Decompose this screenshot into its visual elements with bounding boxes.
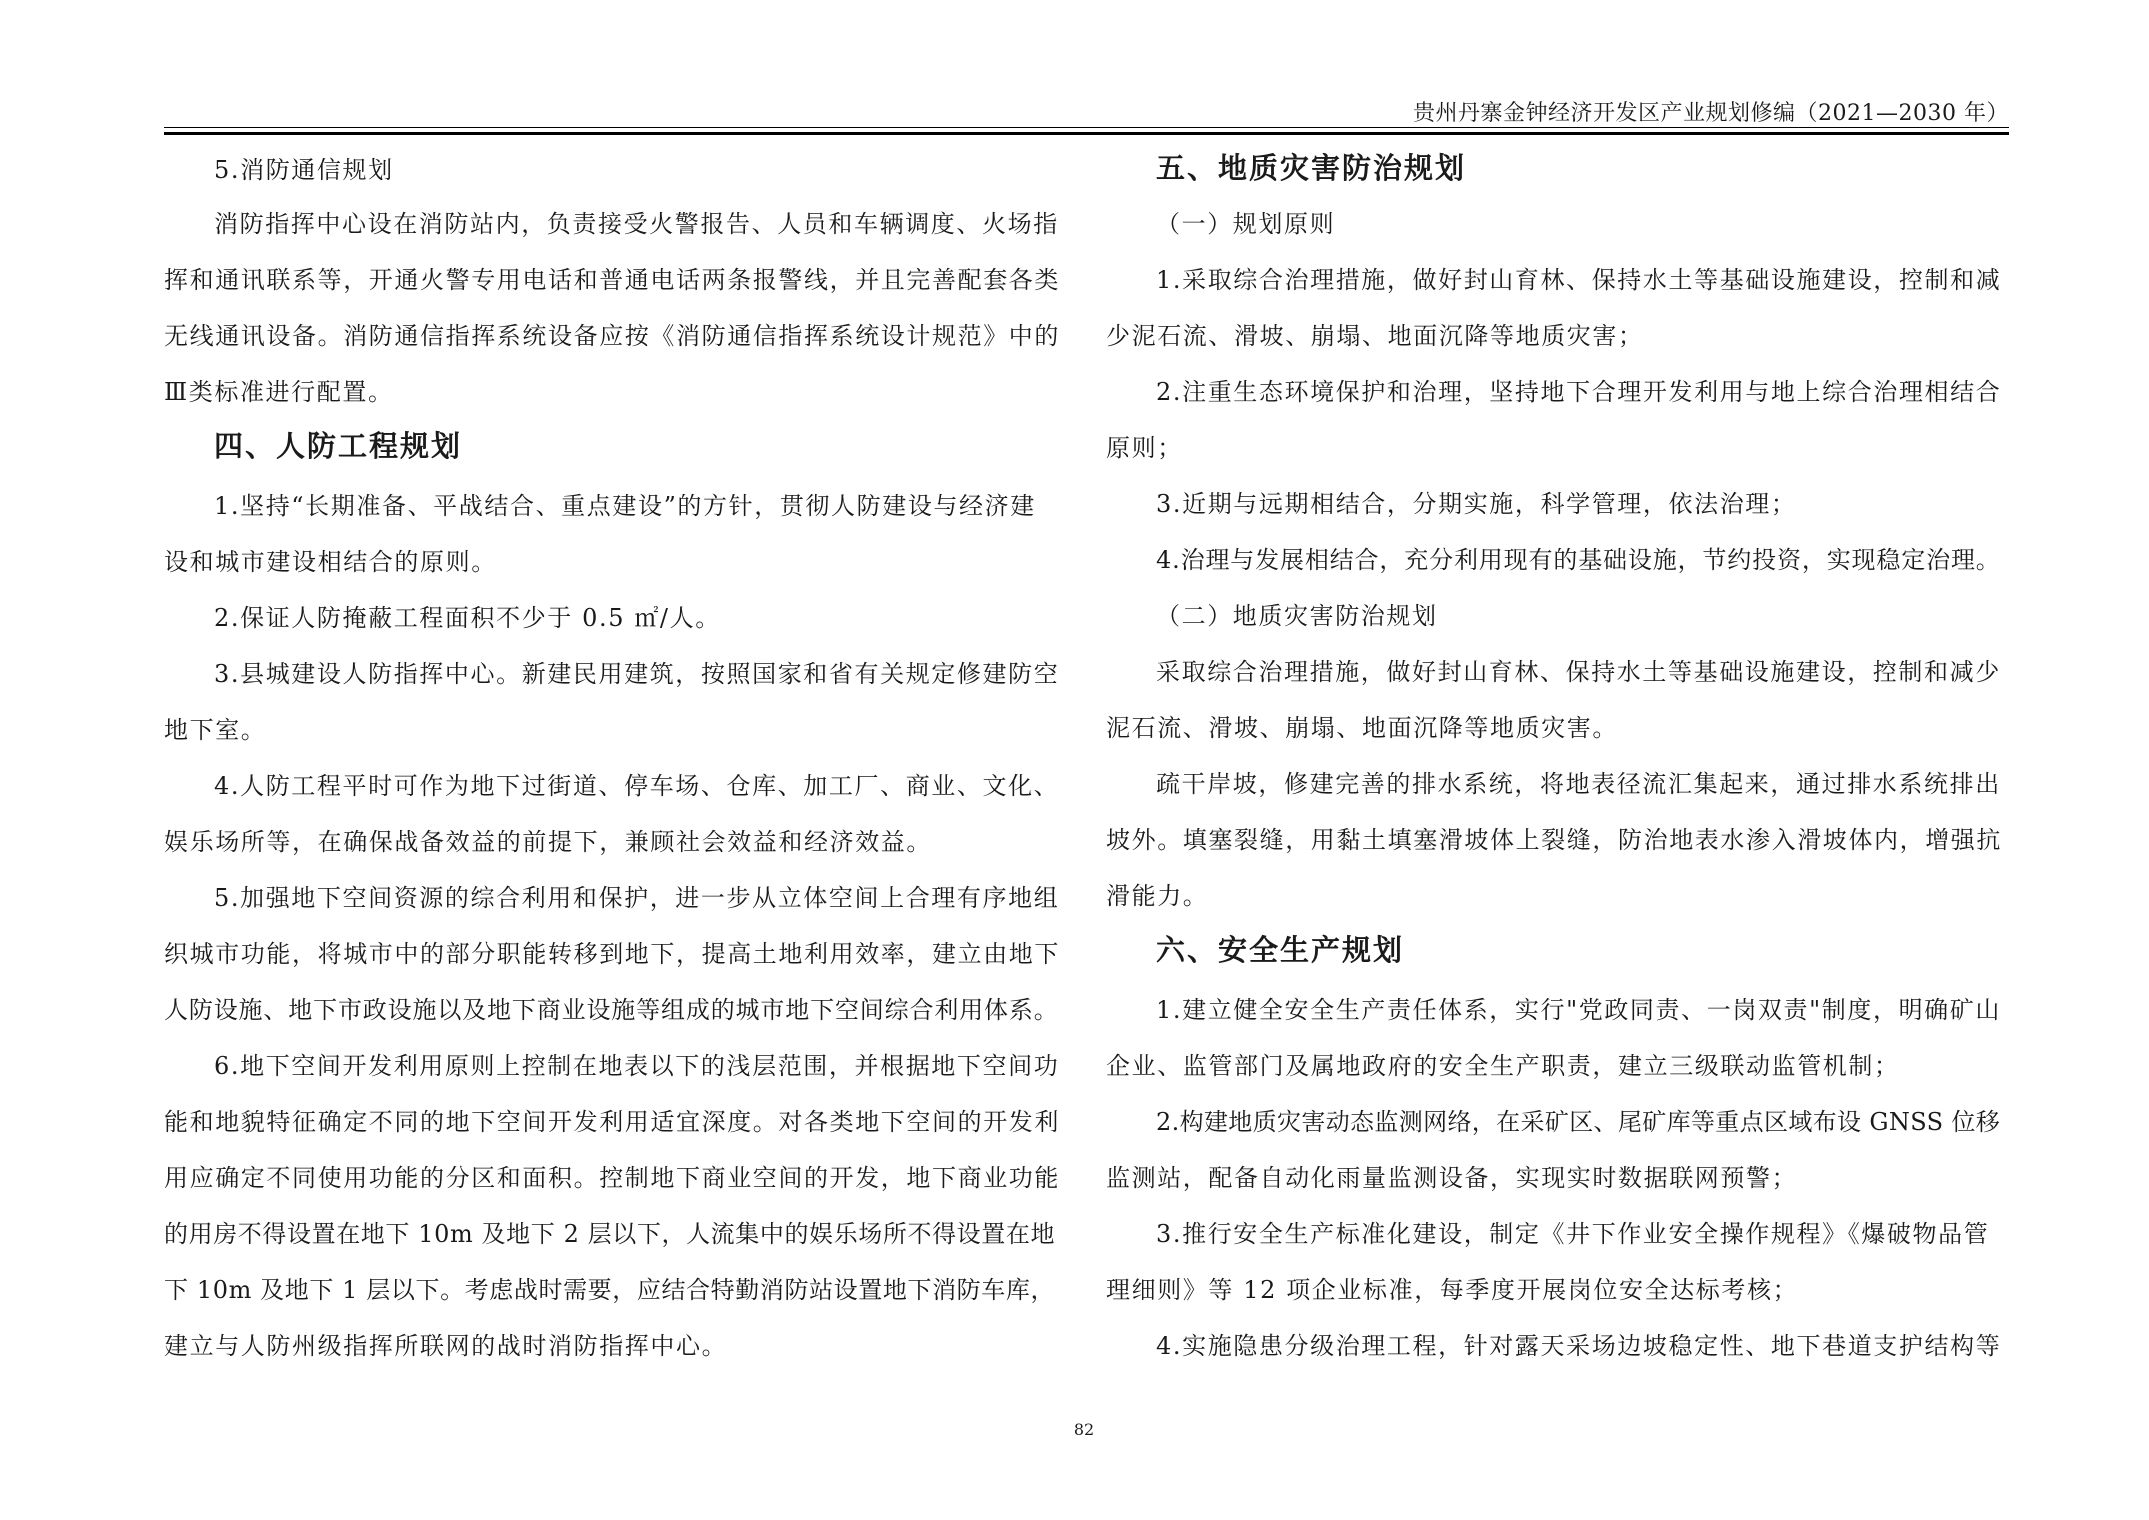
header-rule: [164, 127, 2009, 128]
paragraph-line: 4.治理与发展相结合，充分利用现有的基础设施，节约投资，实现稳定治理。: [1156, 546, 2001, 574]
paragraph-line: 理细则》等 12 项企业标准，每季度开展岗位安全达标考核；: [1106, 1276, 1799, 1304]
paragraph-line: 4.人防工程平时可作为地下过街道、停车场、仓库、加工厂、商业、文化、: [214, 772, 1060, 800]
paragraph-line: 采取综合治理措施，做好封山育林、保持水土等基础设施建设，控制和减少: [1156, 658, 2001, 686]
subsection-title: 5.消防通信规划: [214, 156, 394, 184]
header-rule-thick: [164, 132, 2009, 135]
section-heading: 六、安全生产规划: [1156, 933, 1405, 967]
paragraph-line: 消防指挥中心设在消防站内，负责接受火警报告、人员和车辆调度、火场指: [214, 210, 1059, 238]
paragraph-line: 用应确定不同使用功能的分区和面积。控制地下商业空间的开发，地下商业功能: [164, 1164, 1060, 1192]
paragraph-line: 3.近期与远期相结合，分期实施，科学管理，依法治理；: [1156, 490, 1797, 518]
paragraph-line: 原则；: [1106, 434, 1183, 462]
paragraph-line: 的用房不得设置在地下 10m 及地下 2 层以下，人流集中的娱乐场所不得设置在地: [164, 1220, 1056, 1248]
paragraph-line: 娱乐场所等，在确保战备效益的前提下，兼顾社会效益和经济效益。: [164, 828, 932, 856]
paragraph-line: 2.构建地质灾害动态监测网络，在采矿区、尾矿库等重点区域布设 GNSS 位移: [1156, 1108, 2001, 1136]
paragraph-line: 1.建立健全安全生产责任体系，实行"党政同责、一岗双责"制度，明确矿山: [1156, 996, 2001, 1024]
paragraph-line: 2.保证人防掩蔽工程面积不少于 0.5 ㎡/人。: [214, 604, 721, 632]
paragraph-line: 泥石流、滑坡、崩塌、地面沉降等地质灾害。: [1106, 714, 1618, 742]
paragraph-line: 企业、监管部门及属地政府的安全生产职责，建立三级联动监管机制；: [1106, 1052, 1900, 1080]
paragraph-line: 监测站，配备自动化雨量监测设备，实现实时数据联网预警；: [1106, 1164, 1798, 1192]
paragraph-line: 5.加强地下空间资源的综合利用和保护，进一步从立体空间上合理有序地组: [214, 884, 1060, 912]
paragraph-line: 6.地下空间开发利用原则上控制在地表以下的浅层范围，并根据地下空间功: [214, 1052, 1060, 1080]
paragraph-line: 织城市功能，将城市中的部分职能转移到地下，提高土地利用效率，建立由地下: [164, 940, 1060, 968]
paragraph-line: 少泥石流、滑坡、崩塌、地面沉降等地质灾害；: [1106, 322, 1644, 350]
paragraph-line: 3.县城建设人防指挥中心。新建民用建筑，按照国家和省有关规定修建防空: [214, 660, 1060, 688]
paragraph-line: 疏干岸坡，修建完善的排水系统，将地表径流汇集起来，通过排水系统排出: [1156, 770, 2001, 798]
paragraph-line: 建立与人防州级指挥所联网的战时消防指挥中心。: [164, 1332, 728, 1360]
paragraph-line: 4.实施隐患分级治理工程，针对露天采场边坡稳定性、地下巷道支护结构等: [1156, 1332, 2002, 1360]
section-heading: 五、地质灾害防治规划: [1156, 151, 1467, 185]
paragraph-line: 2.注重生态环境保护和治理，坚持地下合理开发利用与地上综合治理相结合: [1156, 378, 2002, 406]
paragraph-line: 下 10m 及地下 1 层以下。考虑战时需要，应结合特勤消防站设置地下消防车库，: [164, 1276, 1056, 1304]
paragraph-line: 能和地貌特征确定不同的地下空间开发利用适宜深度。对各类地下空间的开发利: [164, 1108, 1060, 1136]
paragraph-line: 设和城市建设相结合的原则。: [164, 548, 497, 576]
paragraph-line: 无线通讯设备。消防通信指挥系统设备应按《消防通信指挥系统设计规范》中的: [164, 322, 1060, 350]
paragraph-line: 1.坚持“长期准备、平战结合、重点建设”的方针，贯彻人防建设与经济建: [214, 492, 1036, 520]
subsection-title: （二）地质灾害防治规划: [1156, 602, 1438, 630]
paragraph-line: 滑能力。: [1106, 882, 1209, 910]
paragraph-line: 坡外。填塞裂缝，用黏土填塞滑坡体上裂缝，防治地表水渗入滑坡体内，增强抗: [1106, 826, 2002, 854]
paragraph-line: 人防设施、地下市政设施以及地下商业设施等组成的城市地下空间综合利用体系。: [164, 996, 1059, 1024]
section-heading: 四、人防工程规划: [214, 429, 463, 463]
paragraph-line: Ⅲ类标准进行配置。: [164, 378, 394, 406]
running-header: 贵州丹寨金钟经济开发区产业规划修编（2021—2030 年）: [1413, 101, 2009, 126]
page-number: 82: [1073, 1420, 1095, 1439]
paragraph-line: 挥和通讯联系等，开通火警专用电话和普通电话两条报警线，并且完善配套各类: [164, 266, 1060, 294]
paragraph-line: 地下室。: [164, 716, 267, 744]
subsection-title: （一）规划原则: [1156, 210, 1336, 238]
paragraph-line: 3.推行安全生产标准化建设，制定《井下作业安全操作规程》《爆破物品管: [1156, 1220, 1990, 1248]
paragraph-line: 1.采取综合治理措施，做好封山育林、保持水土等基础设施建设，控制和减: [1156, 266, 2002, 294]
